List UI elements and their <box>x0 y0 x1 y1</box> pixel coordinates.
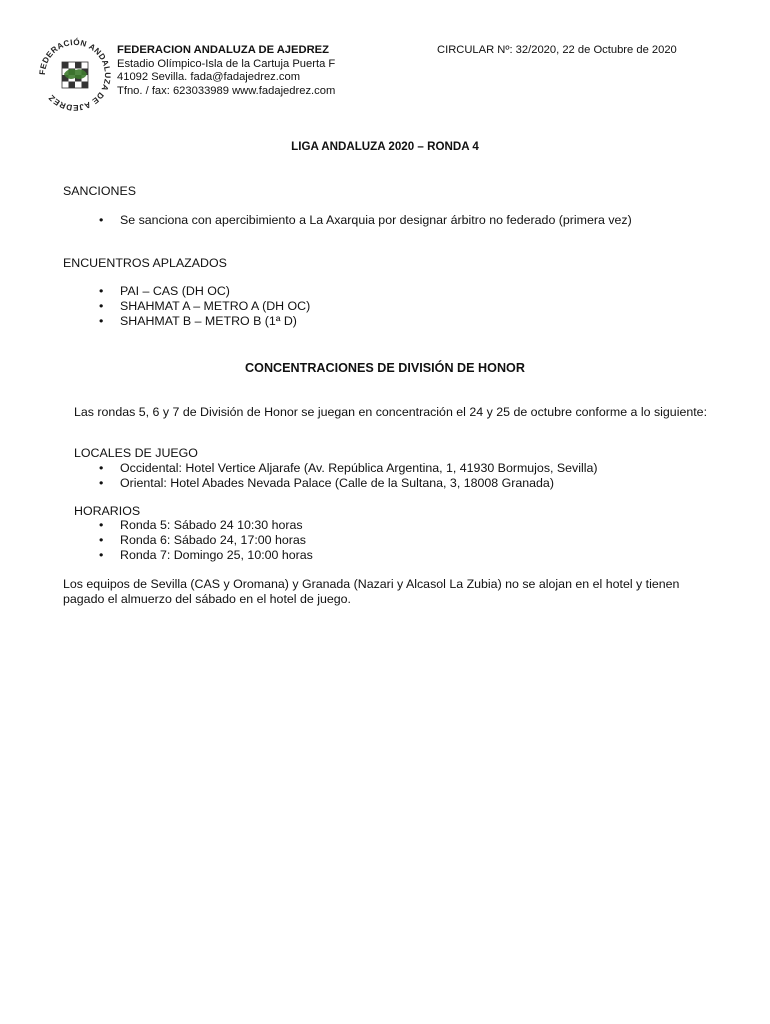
list-item: • Ronda 5: Sábado 24 10:30 horas <box>99 518 313 533</box>
org-name: FEDERACION ANDALUZA DE AJEDREZ <box>117 44 329 56</box>
sanciones-heading: SANCIONES <box>63 184 136 198</box>
document-title: LIGA ANDALUZA 2020 – RONDA 4 <box>291 140 479 153</box>
list-item: • Oriental: Hotel Abades Nevada Palace (Calle de la Sultana, 3, 18008 Granada) <box>99 476 598 491</box>
closing-paragraph: Los equipos de Sevilla (CAS y Oromana) y Granada (Nazari y Alcasol La Zubia) no se alojan en el hotel y tienen pagado el almuerzo del sábado en el hotel de juego. <box>63 577 680 606</box>
aplazados-list <box>99 284 310 329</box>
letterhead <box>117 44 335 98</box>
concentraciones-intro: Las rondas 5, 6 y 7 de División de Honor se juegan en concentración el 24 y 25 de octubre conforme a lo siguiente: <box>74 405 708 419</box>
sanciones-list <box>99 213 632 228</box>
address-line-1: Estadio Olímpico-Isla de la Cartuja Puerta F <box>117 57 336 70</box>
list-item: • PAI – CAS (DH OC) <box>99 284 310 299</box>
list-item: • Occidental: Hotel Vertice Aljarafe (Av. República Argentina, 1, 41930 Bormujos, Sevilla) <box>99 461 598 476</box>
locales-heading: LOCALES DE JUEGO <box>74 446 198 460</box>
concentraciones-heading: CONCENTRACIONES DE DIVISIÓN DE HONOR <box>245 361 525 375</box>
address-line-2: 41092 Sevilla. fada@fadajedrez.com <box>117 71 301 83</box>
horarios-heading: HORARIOS <box>74 504 141 518</box>
aplazados-heading: ENCUENTROS APLAZADOS <box>63 256 227 270</box>
chessboard-icon <box>62 62 88 88</box>
federation-logo <box>36 36 114 114</box>
list-item: • SHAHMAT A – METRO A (DH OC) <box>99 299 310 314</box>
list-item: • Ronda 7: Domingo 25, 10:00 horas <box>99 548 313 563</box>
locales-list <box>99 461 598 491</box>
list-item: • SHAHMAT B – METRO B (1ª D) <box>99 314 310 329</box>
horarios-list <box>99 518 313 563</box>
phone-line: Tfno. / fax: 623033989 www.fadajedrez.com <box>117 84 336 97</box>
logo-ring-text: FEDERACIÓN ANDALUZA DE AJEDREZ <box>37 37 113 113</box>
circular-number: CIRCULAR Nº: 32/2020, 22 de Octubre de 2020 <box>437 44 677 56</box>
list-item: • Ronda 6: Sábado 24, 17:00 horas <box>99 533 313 548</box>
list-item: • Se sanciona con apercibimiento a La Axarquia por designar árbitro no federado (primera vez) <box>99 213 632 228</box>
